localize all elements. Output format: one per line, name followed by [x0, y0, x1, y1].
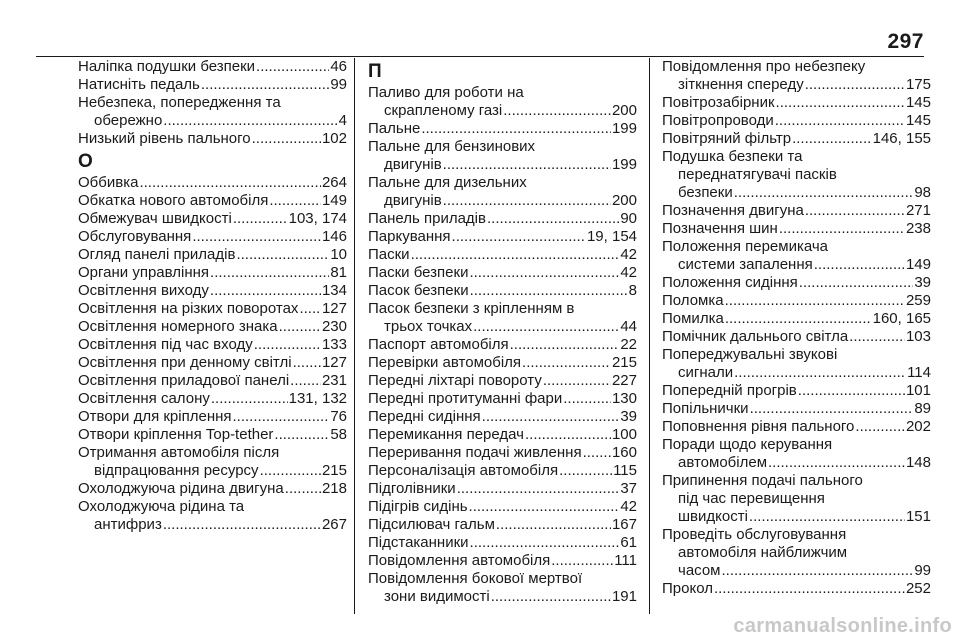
index-entry-text: Отримання автомобіля після — [78, 444, 280, 461]
index-entry — [78, 498, 347, 534]
index-entry-text: Положення сидіння — [662, 274, 798, 291]
index-entry-pages: 200 — [611, 102, 637, 119]
index-entry-pages: 130 — [611, 390, 637, 407]
dot-leader — [274, 426, 329, 444]
index-entry-pages: 151 — [905, 508, 931, 525]
index-entry-text: швидкості — [678, 508, 748, 525]
index-entry-pages: 218 — [321, 480, 347, 497]
index-entry-text: Передні протитуманні фари — [368, 390, 563, 407]
dot-leader — [254, 336, 321, 354]
dot-leader — [260, 462, 321, 480]
index-entry — [368, 570, 637, 606]
dot-leader — [725, 310, 872, 328]
index-entry — [78, 354, 347, 372]
index-entry-text: Попереджувальні звукові — [662, 346, 838, 363]
index-entry-text: Освітлення приладової панелі — [78, 372, 290, 389]
index-entry — [78, 58, 347, 76]
index-entry-text: Проведіть обслуговування — [662, 526, 847, 543]
index-entry-text: Охолоджуюча рідина двигуна — [78, 480, 284, 497]
dot-leader — [734, 184, 914, 202]
index-entry-pages: 76 — [330, 408, 347, 425]
index-entry-text: Пасок безпеки з кріпленням в — [368, 300, 575, 317]
index-entry — [662, 220, 931, 238]
dot-leader — [510, 336, 620, 354]
column-divider — [649, 58, 650, 614]
dot-leader — [496, 516, 611, 534]
index-entry-pages: 200 — [611, 192, 637, 209]
index-entry-text: Обмежувач швидкості — [78, 210, 232, 227]
index-entry — [368, 354, 637, 372]
dot-leader — [522, 354, 611, 372]
index-entry-text: Повідомлення про небезпеку — [662, 58, 866, 75]
index-entry-pages: 99 — [914, 562, 931, 579]
index-entry — [78, 426, 347, 444]
index-entry-pages: 39 — [914, 274, 931, 291]
index-entry-text: Пальне для дизельних — [368, 174, 527, 191]
index-entry — [78, 228, 347, 246]
index-entry-text: Підголівники — [368, 480, 456, 497]
index-entry — [368, 120, 637, 138]
index-entry-text: Освітлення під час входу — [78, 336, 253, 353]
index-entry — [368, 372, 637, 390]
index-entry-text: Паски безпеки — [368, 264, 469, 281]
index-entry — [662, 274, 931, 292]
dot-leader — [299, 300, 321, 318]
index-column-1 — [78, 58, 347, 534]
index-entry-text: Позначення шин — [662, 220, 778, 237]
dot-leader — [210, 264, 329, 282]
index-entry-pages: 145 — [905, 94, 931, 111]
index-entry — [78, 336, 347, 354]
header-rule — [36, 56, 924, 57]
index-letter-heading: О — [78, 151, 93, 172]
dot-leader — [443, 192, 611, 210]
index-entry-text: обережно — [94, 112, 163, 129]
index-entry-pages: 100 — [611, 426, 637, 443]
dot-leader — [798, 382, 905, 400]
index-entry — [662, 292, 931, 310]
index-entry — [78, 130, 347, 148]
index-entry-pages: 259 — [905, 292, 931, 309]
index-entry — [78, 372, 347, 390]
index-entry-text: Обслуговування — [78, 228, 192, 245]
dot-leader — [201, 76, 329, 94]
index-entry — [368, 498, 637, 516]
index-entry-text: Підстаканники — [368, 534, 469, 551]
index-entry-text: Паркування — [368, 228, 451, 245]
dot-leader — [469, 498, 620, 516]
index-entry-pages: 252 — [905, 580, 931, 597]
index-entry-text: Попередній прогрів — [662, 382, 797, 399]
dot-leader — [269, 192, 321, 210]
index-entry — [368, 462, 637, 480]
index-entry-text: Освітлення при денному світлі — [78, 354, 292, 371]
index-entry-pages: 202 — [905, 418, 931, 435]
index-entry — [368, 138, 637, 174]
index-entry-pages: 44 — [620, 318, 637, 335]
index-entry-pages: 46 — [330, 58, 347, 75]
index-entry-text: Огляд панелі приладів — [78, 246, 236, 263]
index-entry-text: сигнали — [678, 364, 734, 381]
dot-leader — [293, 354, 321, 372]
index-entry — [368, 426, 637, 444]
dot-leader — [725, 292, 905, 310]
index-entry-text: Освітлення на різких поворотах — [78, 300, 299, 317]
index-entry-pages: 271 — [905, 202, 931, 219]
index-entry — [662, 202, 931, 220]
index-entry — [78, 444, 347, 480]
index-entry-text: Підсилювач гальм — [368, 516, 495, 533]
index-entry — [78, 264, 347, 282]
index-entry — [662, 238, 931, 274]
index-entry-pages: 267 — [321, 516, 347, 533]
index-column-2 — [368, 58, 637, 606]
index-entry — [368, 408, 637, 426]
index-entry-pages: 148 — [905, 454, 931, 471]
dot-leader — [849, 328, 905, 346]
dot-leader — [256, 58, 329, 76]
index-entry-pages: 160 — [611, 444, 637, 461]
index-entry-pages: 134 — [321, 282, 347, 299]
index-entry-pages: 131, 132 — [288, 390, 347, 407]
index-entry — [78, 318, 347, 336]
index-entry-text: Переривання подачі живлення — [368, 444, 582, 461]
index-entry-pages: 199 — [611, 156, 637, 173]
index-entry-pages: 175 — [905, 76, 931, 93]
index-entry-pages: 231 — [321, 372, 347, 389]
dot-leader — [233, 408, 330, 426]
index-entry-text: під час перевищення — [678, 490, 825, 507]
index-entry-pages: 227 — [611, 372, 637, 389]
index-entry-pages: 61 — [620, 534, 637, 551]
index-entry-text: Повідомлення автомобіля — [368, 552, 551, 569]
index-entry-text: скрапленому газі — [384, 102, 503, 119]
index-entry-text: переднатягувачі пасків — [678, 166, 837, 183]
dot-leader — [457, 480, 620, 498]
index-entry — [368, 282, 637, 300]
index-entry-pages: 19, 154 — [586, 228, 637, 245]
dot-leader — [563, 390, 611, 408]
index-entry-pages: 146, 155 — [872, 130, 931, 147]
index-entry-pages: 81 — [330, 264, 347, 281]
index-entry — [368, 444, 637, 462]
index-entry-pages: 10 — [330, 246, 347, 263]
index-entry — [368, 264, 637, 282]
index-entry — [662, 436, 931, 472]
index-entry — [368, 552, 637, 570]
index-entry-pages: 191 — [611, 588, 637, 605]
index-entry — [662, 382, 931, 400]
index-entry-pages: 215 — [611, 354, 637, 371]
index-entry — [368, 480, 637, 498]
index-entry-text: Поломка — [662, 292, 724, 309]
index-entry-text: Органи управління — [78, 264, 210, 281]
index-entry — [662, 580, 931, 598]
index-entry — [368, 210, 637, 228]
index-entry-pages: 133 — [321, 336, 347, 353]
index-entry-text: Пальне для бензинових — [368, 138, 536, 155]
dot-leader — [469, 264, 619, 282]
index-entry — [368, 246, 637, 264]
dot-leader — [452, 228, 586, 246]
index-entry-pages: 127 — [321, 354, 347, 371]
index-entry-text: Поповнення рівня пального — [662, 418, 855, 435]
index-entry-text: Помилка — [662, 310, 724, 327]
index-entry-text: часом — [678, 562, 721, 579]
index-entry — [78, 480, 347, 498]
index-entry — [662, 148, 931, 202]
index-entry-pages: 4 — [338, 112, 347, 129]
index-entry-pages: 42 — [620, 246, 637, 263]
index-entry-text: Паливо для роботи на — [368, 84, 524, 101]
index-entry — [662, 328, 931, 346]
index-entry-text: Пальне — [368, 120, 421, 137]
index-entry-text: Прокол — [662, 580, 713, 597]
index-entry-text: трьох точках — [384, 318, 473, 335]
index-entry-pages: 22 — [620, 336, 637, 353]
index-entry-pages: 102 — [321, 130, 347, 147]
dot-leader — [470, 282, 628, 300]
dot-leader — [583, 444, 611, 462]
index-entry-text: Натисніть педаль — [78, 76, 200, 93]
index-entry-text: Положення перемикача — [662, 238, 829, 255]
dot-leader — [749, 508, 905, 526]
index-entry-text: антифриз — [94, 516, 162, 533]
index-entry-text: двигунів — [384, 192, 442, 209]
index-entry — [662, 400, 931, 418]
index-entry — [662, 310, 931, 328]
index-entry-text: Панель приладів — [368, 210, 486, 227]
index-entry-text: Персоналізація автомобіля — [368, 462, 559, 479]
index-entry-text: Повітрозабірник — [662, 94, 775, 111]
index-entry — [78, 192, 347, 210]
index-entry — [368, 300, 637, 336]
index-entry — [368, 84, 637, 120]
index-entry-text: Передні сидіння — [368, 408, 481, 425]
dot-leader — [734, 364, 906, 382]
index-entry-pages: 98 — [914, 184, 931, 201]
index-entry-pages: 114 — [907, 364, 931, 381]
index-entry-text: Оббивка — [78, 174, 139, 191]
index-entry — [78, 300, 347, 318]
dot-leader — [211, 390, 288, 408]
index-entry-pages: 111 — [614, 552, 637, 569]
index-entry — [662, 94, 931, 112]
dot-leader — [559, 462, 612, 480]
index-entry-pages: 167 — [611, 516, 637, 533]
index-entry — [662, 58, 931, 94]
index-entry-pages: 103 — [905, 328, 931, 345]
index-entry-text: Небезпека, попередження та — [78, 94, 281, 111]
index-entry-pages: 146 — [321, 228, 347, 245]
index-entry-pages: 58 — [330, 426, 347, 443]
dot-leader — [792, 130, 872, 148]
index-entry-pages: 37 — [620, 480, 637, 497]
dot-leader — [473, 318, 619, 336]
dot-leader — [252, 130, 321, 148]
index-column-3 — [662, 58, 931, 598]
index-entry-pages: 127 — [321, 300, 347, 317]
index-entry-text: Помічник дальнього світла — [662, 328, 849, 345]
dot-leader — [192, 228, 321, 246]
index-entry-text: автомобіля найближчим — [678, 544, 848, 561]
column-divider — [354, 58, 355, 614]
index-entry-pages: 149 — [321, 192, 347, 209]
index-entry-pages: 42 — [620, 264, 637, 281]
page-number: 297 — [887, 30, 924, 53]
index-entry-text: Обкатка нового автомобіля — [78, 192, 269, 209]
index-entry-pages: 42 — [620, 498, 637, 515]
dot-leader — [163, 516, 321, 534]
index-entry — [368, 174, 637, 210]
index-entry-text: Паспорт автомобіля — [368, 336, 509, 353]
index-entry-pages: 103, 174 — [288, 210, 347, 227]
index-entry-text: відпрацювання ресурсу — [94, 462, 259, 479]
index-entry-pages: 199 — [611, 120, 637, 137]
index-entry-text: Освітлення виходу — [78, 282, 209, 299]
dot-leader — [503, 102, 611, 120]
index-entry-pages: 101 — [905, 382, 931, 399]
index-entry-pages: 149 — [905, 256, 931, 273]
index-entry-text: Поради щодо керування — [662, 436, 833, 453]
index-entry — [368, 336, 637, 354]
index-entry — [662, 346, 931, 382]
index-entry — [78, 174, 347, 192]
index-entry-text: Низький рівень пального — [78, 130, 251, 147]
dot-leader — [750, 400, 914, 418]
dot-leader — [236, 246, 329, 264]
index-entry-text: Попільнички — [662, 400, 749, 417]
index-letter-heading: П — [368, 61, 382, 82]
index-entry-pages: 115 — [613, 462, 637, 479]
index-entry-pages: 8 — [628, 282, 637, 299]
dot-leader — [855, 418, 905, 436]
index-entry — [78, 390, 347, 408]
index-entry-text: Пасок безпеки — [368, 282, 469, 299]
index-entry-text: Паски — [368, 246, 410, 263]
dot-leader — [421, 120, 611, 138]
index-entry-pages: 264 — [321, 174, 347, 191]
dot-leader — [543, 372, 611, 390]
index-entry — [368, 390, 637, 408]
dot-leader — [470, 534, 620, 552]
index-entry-text: безпеки — [678, 184, 733, 201]
index-entry-text: Перевірки автомобіля — [368, 354, 522, 371]
index-entry-pages: 238 — [905, 220, 931, 237]
index-entry — [662, 418, 931, 436]
index-entry-text: Подушка безпеки та — [662, 148, 803, 165]
dot-leader — [411, 246, 620, 264]
index-entry — [78, 76, 347, 94]
index-entry-pages: 215 — [321, 462, 347, 479]
index-entry-text: зони видимості — [384, 588, 490, 605]
index-entry — [78, 210, 347, 228]
index-entry-text: Припинення подачі пального — [662, 472, 863, 489]
index-entry-text: Перемикання передач — [368, 426, 524, 443]
index-entry-text: Передні ліхтарі повороту — [368, 372, 542, 389]
index-entry — [78, 408, 347, 426]
dot-leader — [814, 256, 905, 274]
index-entry-pages: 90 — [620, 210, 637, 227]
index-entry-text: двигунів — [384, 156, 442, 173]
index-entry-text: Освітлення салону — [78, 390, 210, 407]
index-entry-text: автомобілем — [678, 454, 768, 471]
dot-leader — [210, 282, 321, 300]
index-entry-text: Повітропроводи — [662, 112, 774, 129]
index-entry — [662, 526, 931, 580]
dot-leader — [285, 480, 321, 498]
dot-leader — [443, 156, 611, 174]
dot-leader — [768, 454, 905, 472]
index-entry — [78, 282, 347, 300]
index-entry — [662, 472, 931, 526]
index-entry-text: Освітлення номерного знака — [78, 318, 278, 335]
dot-leader — [799, 274, 914, 292]
index-entry-pages: 39 — [620, 408, 637, 425]
index-entry-text: Позначення двигуна — [662, 202, 804, 219]
index-entry-pages: 160, 165 — [872, 310, 931, 327]
dot-leader — [525, 426, 611, 444]
index-entry-pages: 89 — [914, 400, 931, 417]
index-entry-text: системи запалення — [678, 256, 813, 273]
dot-leader — [551, 552, 613, 570]
index-entry — [78, 246, 347, 264]
dot-leader — [775, 112, 905, 130]
index-entry — [368, 228, 637, 246]
index-entry — [78, 94, 347, 130]
index-entry — [368, 516, 637, 534]
index-entry-pages: 145 — [905, 112, 931, 129]
index-entry — [662, 112, 931, 130]
index-entry-text: Наліпка подушки безпеки — [78, 58, 256, 75]
index-entry-pages: 230 — [321, 318, 347, 335]
dot-leader — [805, 202, 905, 220]
index-entry — [368, 534, 637, 552]
dot-leader — [805, 76, 905, 94]
dot-leader — [721, 562, 913, 580]
index-entry-text: Отвори для кріплення — [78, 408, 232, 425]
dot-leader — [714, 580, 905, 598]
dot-leader — [482, 408, 620, 426]
index-entry-text: Повідомлення бокової мертвої — [368, 570, 583, 587]
index-entry-text: Підігрів сидінь — [368, 498, 468, 515]
dot-leader — [491, 588, 611, 606]
dot-leader — [776, 94, 905, 112]
watermark: carmanualsonline.info — [733, 615, 952, 637]
dot-leader — [290, 372, 321, 390]
index-entry-text: зіткнення спереду — [678, 76, 804, 93]
dot-leader — [487, 210, 619, 228]
index-entry-text: Повітряний фільтр — [662, 130, 792, 147]
index-entry-text: Охолоджуюча рідина та — [78, 498, 245, 515]
dot-leader — [139, 174, 321, 192]
dot-leader — [779, 220, 905, 238]
index-entry — [662, 130, 931, 148]
index-entry-text: Отвори кріплення Top-tether — [78, 426, 274, 443]
dot-leader — [279, 318, 321, 336]
dot-leader — [163, 112, 337, 130]
dot-leader — [233, 210, 288, 228]
index-entry-pages: 99 — [330, 76, 347, 93]
